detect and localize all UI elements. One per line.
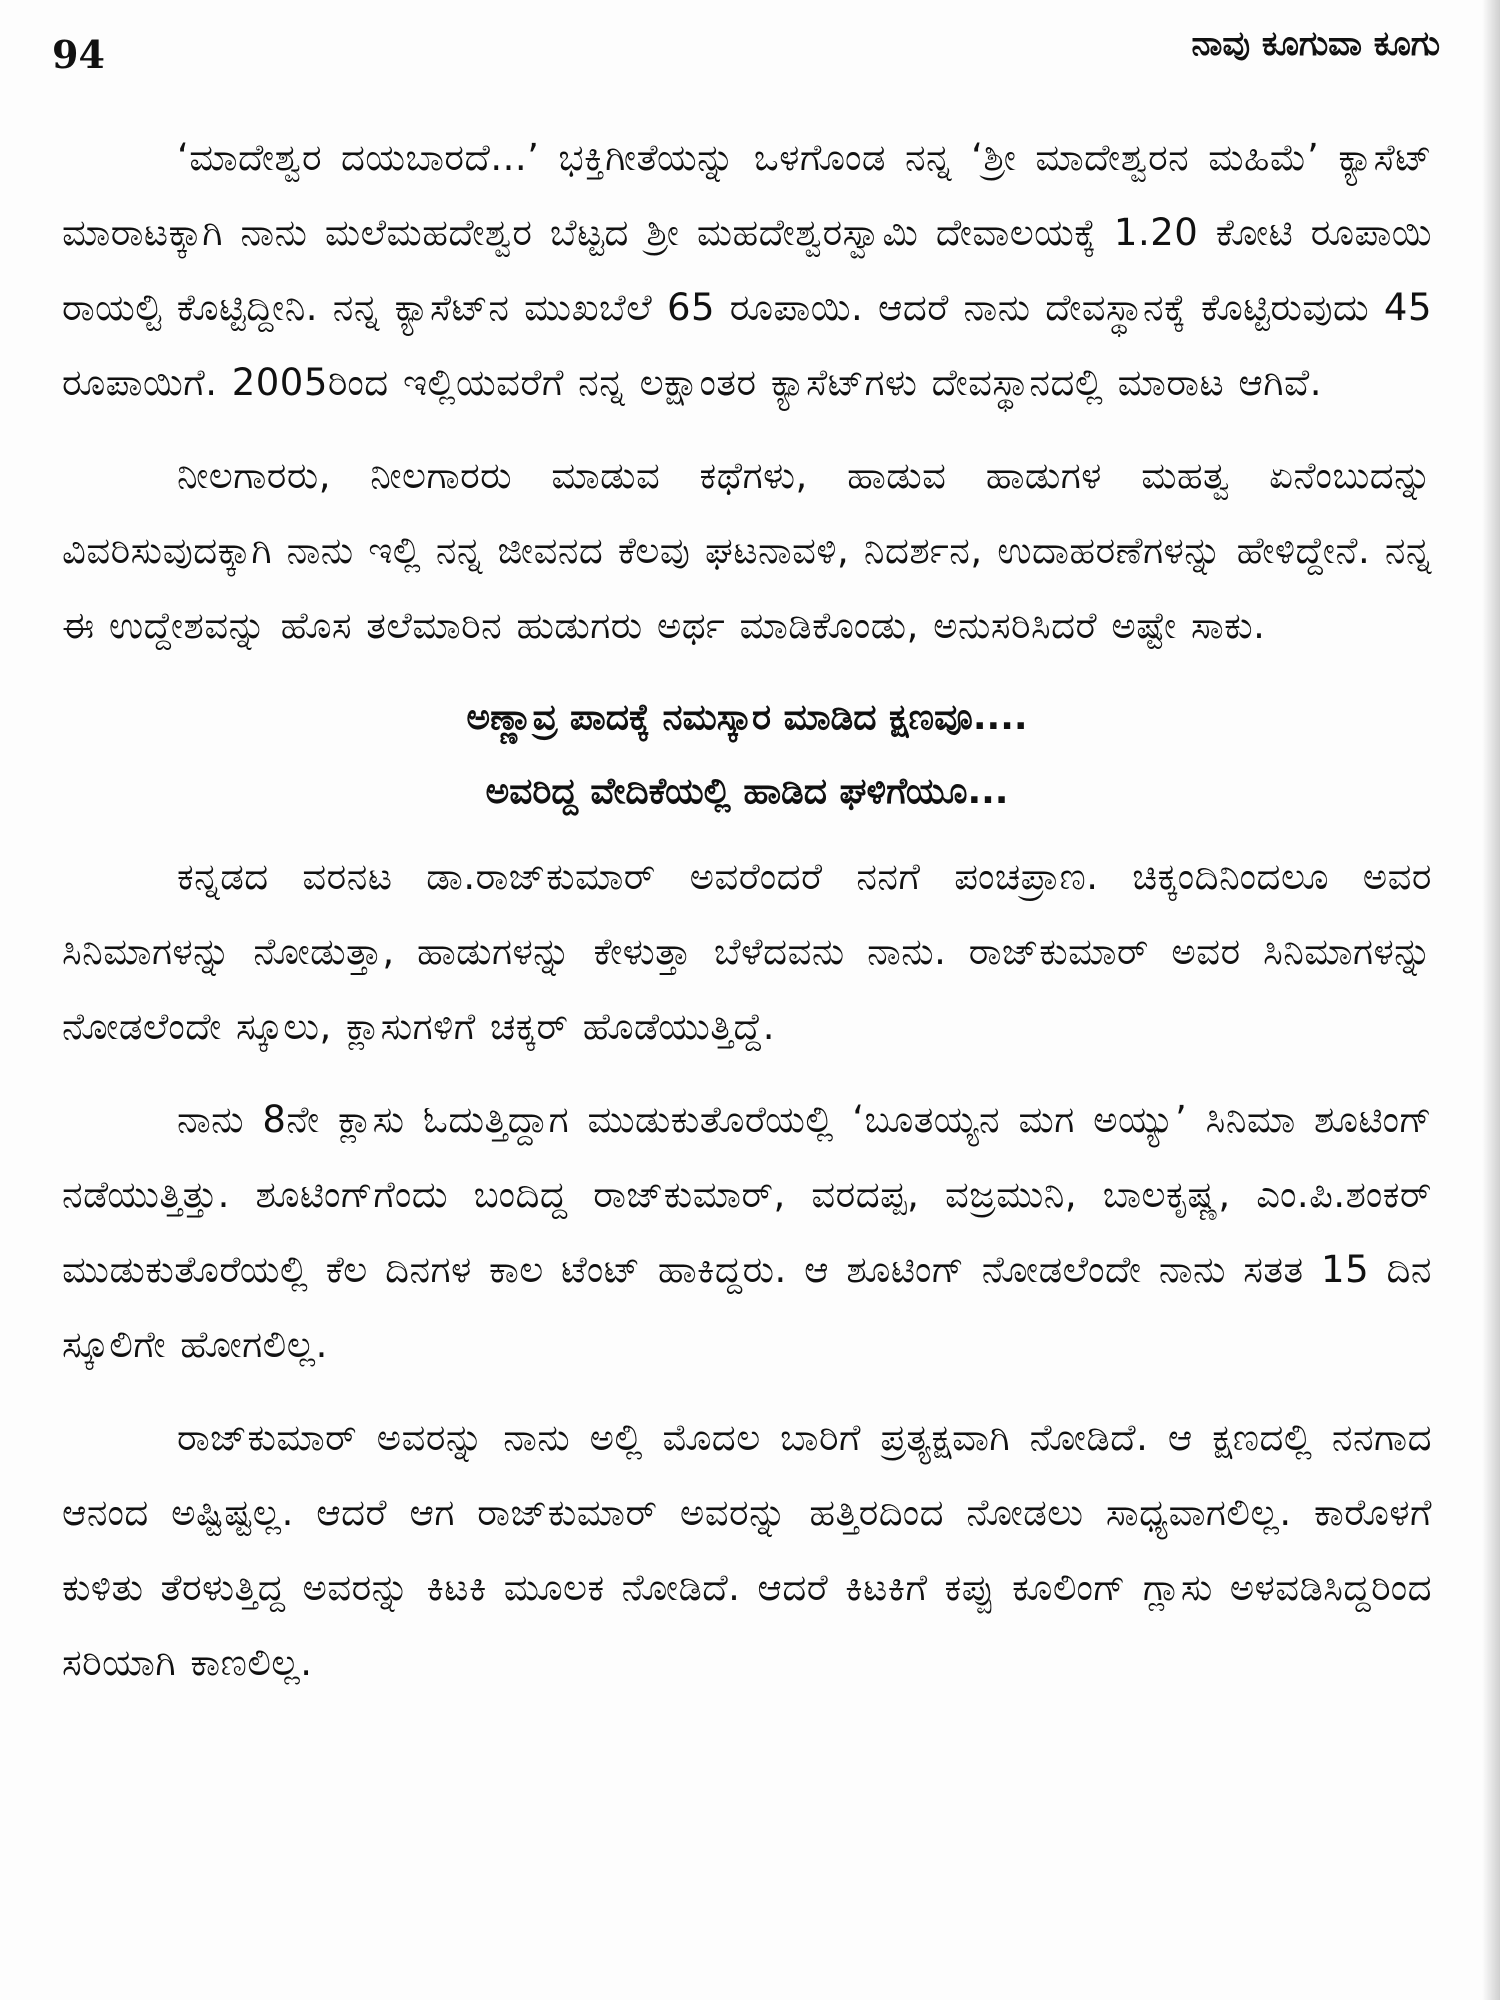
paragraph-3: ಕನ್ನಡದ ವರನಟ ಡಾ.ರಾಜ್‌ಕುಮಾರ್ ಅವರೆಂದರೆ ನನಗೆ ಪಂಚಪ್ರಾಣ. ಚಿಕ್ಕಂದಿನಿಂದಲೂ ಅವರ ಸಿನಿಮಾಗಳನ್ನು ನೋಡುತ್ತಾ, ಹಾಡುಗಳನ್ನು ಕೇಳುತ್ತಾ ಬೆಳೆದವನು ನಾನು. ರಾಜ್‌ಕುಮಾರ್ ಅವರ ಸಿನಿಮಾಗಳನ್ನು ನೋಡಲೆಂದೇ ಸ್ಕೂಲು, ಕ್ಲಾಸುಗಳಿಗೆ ಚಕ್ಕರ್ ಹೊಡೆಯುತ್ತಿದ್ದೆ. (62, 855, 1432, 1048)
page-number: 94 (52, 32, 105, 77)
paragraph-1: ‘ಮಾದೇಶ್ವರ ದಯಬಾರದೆ...’ ಭಕ್ತಿಗೀತೆಯನ್ನು ಒಳಗೊಂಡ ನನ್ನ ‘ಶ್ರೀ ಮಾದೇಶ್ವರನ ಮಹಿಮೆ’ ಕ್ಯಾಸೆಟ್ ಮಾರಾಟಕ್ಕಾಗಿ ನಾನು ಮಲೆಮಹದೇಶ್ವರ ಬೆಟ್ಟದ ಶ್ರೀ ಮಹದೇಶ್ವರಸ್ವಾಮಿ ದೇವಾಲಯಕ್ಕೆ 1.20 ಕೋಟಿ ರೂಪಾಯಿ ರಾಯಲ್ಟಿ ಕೊಟ್ಟಿದ್ದೀನಿ. ನನ್ನ ಕ್ಯಾಸೆಟ್‌ನ ಮುಖಬೆಲೆ 65 ರೂಪಾಯಿ. ಆದರೆ ನಾನು ದೇವಸ್ಥಾನಕ್ಕೆ ಕೊಟ್ಟಿರುವುದು 45 ರೂಪಾಯಿಗೆ. 2005ರಿಂದ ಇಲ್ಲಿಯವರೆಗೆ ನನ್ನ ಲಕ್ಷಾಂತರ ಕ್ಯಾಸೆಟ್‌ಗಳು ದೇವಸ್ಥಾನದಲ್ಲಿ ಮಾರಾಟ ಆಗಿವೆ. (62, 136, 1432, 404)
paragraph-2: ನೀಲಗಾರರು, ನೀಲಗಾರರು ಮಾಡುವ ಕಥೆಗಳು, ಹಾಡುವ ಹಾಡುಗಳ ಮಹತ್ವ ಏನೆಂಬುದನ್ನು ವಿವರಿಸುವುದಕ್ಕಾಗಿ ನಾನು ಇಲ್ಲಿ ನನ್ನ ಜೀವನದ ಕೆಲವು ಘಟನಾವಳಿ, ನಿದರ್ಶನ, ಉದಾಹರಣೆಗಳನ್ನು ಹೇಳಿದ್ದೇನೆ. ನನ್ನ ಈ ಉದ್ದೇಶವನ್ನು ಹೊಸ ತಲೆಮಾರಿನ ಹುಡುಗರು ಅರ್ಥ ಮಾಡಿಕೊಂಡು, ಅನುಸರಿಸಿದರೆ ಅಷ್ಟೇ ಸಾಕು. (62, 454, 1432, 647)
section-heading-line-2: ಅವರಿದ್ದ ವೇದಿಕೆಯಲ್ಲಿ ಹಾಡಿದ ಘಳಿಗೆಯೂ... (485, 771, 1009, 812)
section-heading-line-1: ಅಣ್ಣಾವ್ರ ಪಾದಕ್ಕೆ ನಮಸ್ಕಾರ ಮಾಡಿದ ಕ್ಷಣವೂ.... (466, 697, 1028, 738)
running-title: ನಾವು ಕೂಗುವಾ ಕೂಗು (1191, 24, 1440, 64)
paragraph-5: ರಾಜ್‌ಕುಮಾರ್ ಅವರನ್ನು ನಾನು ಅಲ್ಲಿ ಮೊದಲ ಬಾರಿಗೆ ಪ್ರತ್ಯಕ್ಷವಾಗಿ ನೋಡಿದೆ. ಆ ಕ್ಷಣದಲ್ಲಿ ನನಗಾದ ಆನಂದ ಅಷ್ಟಿಷ್ಟಲ್ಲ. ಆದರೆ ಆಗ ರಾಜ್‌ಕುಮಾರ್ ಅವರನ್ನು ಹತ್ತಿರದಿಂದ ನೋಡಲು ಸಾಧ್ಯವಾಗಲಿಲ್ಲ. ಕಾರೊಳಗೆ ಕುಳಿತು ತೆರಳುತ್ತಿದ್ದ ಅವರನ್ನು ಕಿಟಕಿ ಮೂಲಕ ನೋಡಿದೆ. ಆದರೆ ಕಿಟಕಿಗೆ ಕಪ್ಪು ಕೂಲಿಂಗ್ ಗ್ಲಾಸು ಅಳವಡಿಸಿದ್ದರಿಂದ ಸರಿಯಾಗಿ ಕಾಣಲಿಲ್ಲ. (62, 1416, 1432, 1684)
page-spine-shadow (1482, 0, 1500, 2000)
page-header (52, 22, 1440, 82)
paragraph-4: ನಾನು 8ನೇ ಕ್ಲಾಸು ಓದುತ್ತಿದ್ದಾಗ ಮುಡುಕುತೊರೆಯಲ್ಲಿ ‘ಬೂತಯ್ಯನ ಮಗ ಅಯ್ಯು’ ಸಿನಿಮಾ ಶೂಟಿಂಗ್ ನಡೆಯುತ್ತಿತ್ತು. ಶೂಟಿಂಗ್‌ಗೆಂದು ಬಂದಿದ್ದ ರಾಜ್‌ಕುಮಾರ್, ವರದಪ್ಪ, ವಜ್ರಮುನಿ, ಬಾಲಕೃಷ್ಣ, ಎಂ.ಪಿ.ಶಂಕರ್ ಮುಡುಕುತೊರೆಯಲ್ಲಿ ಕೆಲ ದಿನಗಳ ಕಾಲ ಟೆಂಟ್ ಹಾಕಿದ್ದರು. ಆ ಶೂಟಿಂಗ್ ನೋಡಲೆಂದೇ ನಾನು ಸತತ 15 ದಿನ ಸ್ಕೂಲಿಗೇ ಹೋಗಲಿಲ್ಲ. (62, 1098, 1432, 1366)
page-body (62, 120, 1432, 1718)
section-heading (62, 681, 1432, 829)
